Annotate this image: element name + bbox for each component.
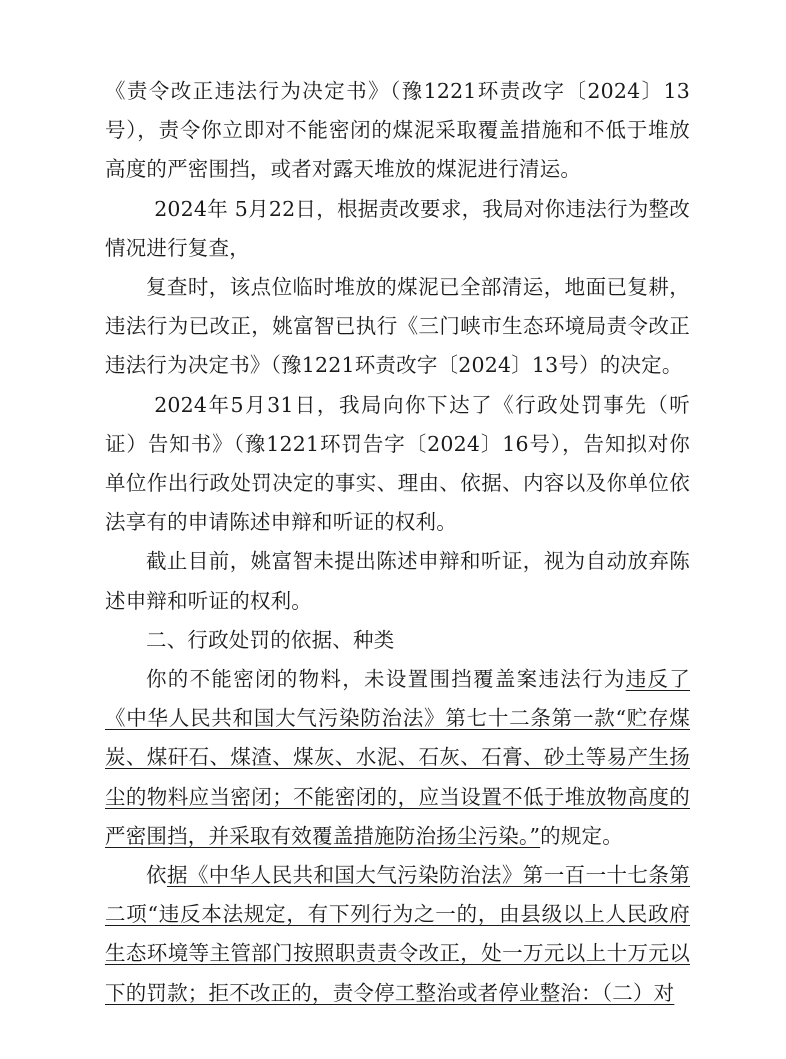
paragraph-review-date: 2024年 5月22日，根据责改要求，我局对你违法行为整改情况进行复查， bbox=[105, 196, 690, 260]
paragraph-review-result: 复查时，该点位临时堆放的煤泥已全部清运，地面已复耕，违法行为已改正，姚富智已执行《三门峡市生态环境局责令改正违法行为决定书》（豫1221环责改字〔2024〕13号）的决定。 bbox=[105, 275, 690, 378]
violation-tail-text: 的规定。 bbox=[540, 823, 623, 848]
basis-lead-text: 依 bbox=[146, 863, 167, 888]
paragraph-no-defense: 截止目前，姚富智未提出陈述申辩和听证，视为自动放弃陈述申辩和听证的权利。 bbox=[105, 549, 690, 613]
basis-law-citation: 据《中华人民共和国大气污染防治法》第一百一十七条第二项“违反本法规定，有下列行为之一的，由县级以上人民政府生态环境等主管部门按照职责责令改正，处一万元以上十万元以下的罚款；拒不改正的，责令停工整治或者停业整治：（二）对 bbox=[105, 863, 691, 1005]
paragraph-hearing-notice: 2024年5月31日，我局向你下达了《行政处罚事先（听证）告知书》（豫1221环罚告字〔2024〕16号），告知拟对你单位作出行政处罚决定的事实、理由、依据、内容以及你单位依法享有的申请陈述申辩和听证的权利。 bbox=[105, 392, 690, 535]
violation-law-citation: 违反了《中华人民共和国大气污染防治法》第七十二条第一款“贮存煤炭、煤矸石、煤渣、煤灰、水泥、石灰、石膏、砂土等易产生扬尘的物料应当密闭；不能密闭的，应当设置不低于堆放物高度的严密围挡，并采取有效覆盖措施防治扬尘污染。” bbox=[105, 667, 690, 848]
paragraph-violation bbox=[105, 660, 690, 856]
document-page bbox=[105, 72, 690, 1013]
section-heading-penalty-basis: 二、行政处罚的依据、种类 bbox=[146, 627, 395, 652]
violation-lead-text: 你的不能密闭的物料，未设置围挡覆盖案违法行为 bbox=[146, 667, 626, 692]
paragraph-decision-order: 《责令改正违法行为决定书》（豫1221环责改字〔2024〕13号），责令你立即对不能密闭的煤泥采取覆盖措施和不低于堆放高度的严密围挡，或者对露天堆放的煤泥进行清运。 bbox=[105, 79, 690, 182]
paragraph-penalty-basis bbox=[105, 856, 690, 1013]
